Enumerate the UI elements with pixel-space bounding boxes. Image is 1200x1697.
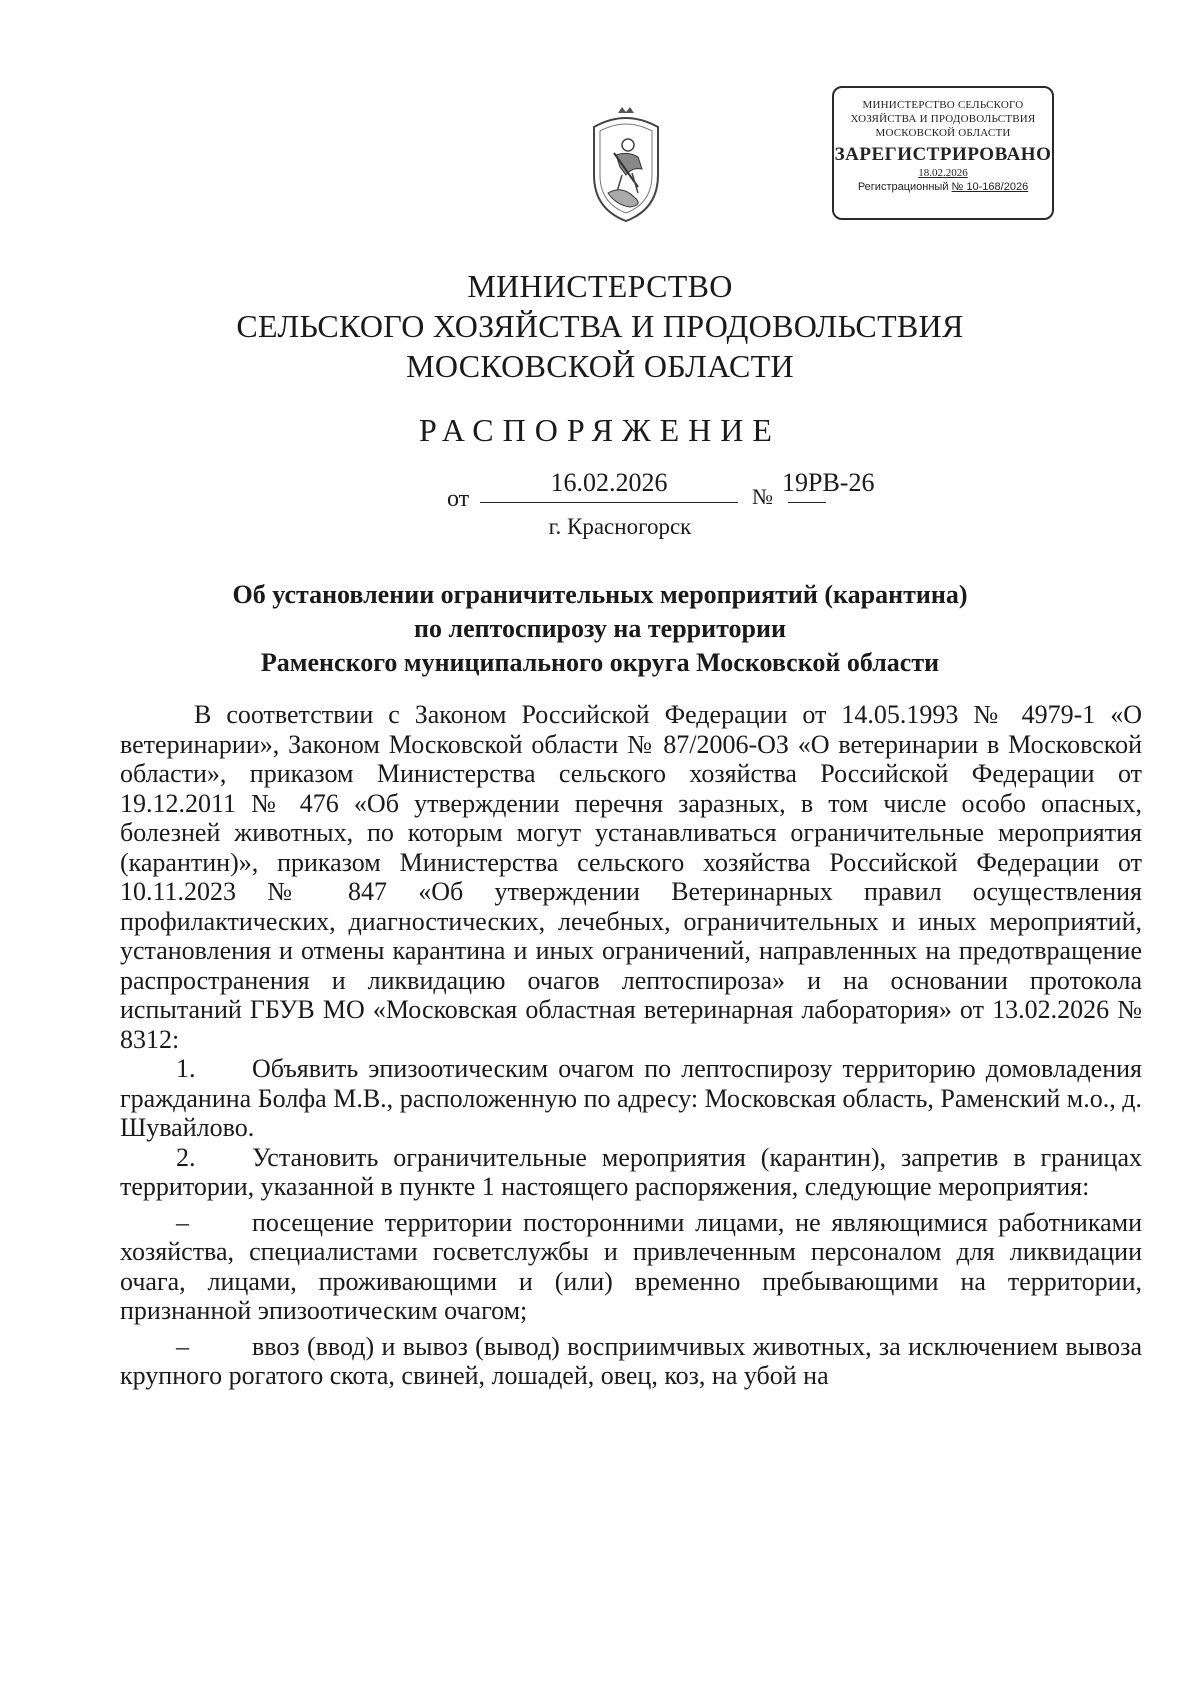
date-prefix: от: [447, 486, 470, 512]
date-underline: [480, 502, 738, 503]
dash-mark: –: [176, 1207, 189, 1237]
document-type: РАСПОРЯЖЕНИЕ: [419, 412, 781, 448]
title-line1: Об установлении ограничительных мероприятий (карантина): [232, 580, 968, 609]
ministry-line1: МИНИСТЕРСТВО: [467, 268, 733, 304]
dash-item-2-text: ввоз (ввод) и вывоз (вывод) восприимчивых животных, за исключением вывоза крупного рогатого скота, свиней, лошадей, овец, коз, на убой на: [120, 1331, 1142, 1390]
ministry-line2: СЕЛЬСКОГО ХОЗЯЙСТВА И ПРОДОВОЛЬСТВИЯ: [236, 308, 964, 344]
stamp-reg-number: № 10-168/2026: [951, 181, 1029, 193]
ministry-name: [0, 266, 1200, 386]
document-title: [0, 578, 1200, 680]
registration-stamp: [832, 86, 1054, 220]
item-1-number: 1.: [176, 1054, 196, 1083]
dash-item-2: [120, 1332, 1142, 1391]
item-2-number: 2.: [176, 1142, 196, 1172]
stamp-org-line3: МОСКОВСКОЙ ОБЛАСТИ: [875, 127, 1011, 139]
item-1-text: Объявить эпизоотическим очагом по лептоспирозу территорию домовладения гражданина Болфа М.В., расположенную по адресу: Московская область, Раменский м.о., д. Шувайлово.: [120, 1054, 1142, 1142]
stamp-org-line2: ХОЗЯЙСТВА И ПРОДОВОЛЬСТВИЯ: [850, 113, 1036, 125]
stamp-registration: [834, 181, 1052, 193]
item-2-text: Установить ограничительные мероприятия (карантин), запретив в границах территории, указанной в пункте 1 настоящего распоряжения, следующие мероприятия:: [120, 1142, 1142, 1201]
document-body: [120, 700, 1142, 1391]
stamp-status: ЗАРЕГИСТРИРОВАНО: [834, 144, 1052, 165]
date-number-line: [0, 462, 1200, 522]
stamp-date: 18.02.2026: [918, 167, 968, 179]
dash-item-1: [120, 1208, 1142, 1326]
coat-of-arms-icon: [586, 105, 666, 225]
ministry-line3: МОСКОВСКОЙ ОБЛАСТИ: [406, 348, 794, 384]
item-2: [120, 1143, 1142, 1202]
stamp-reg-label: Регистрационный: [857, 181, 949, 193]
stamp-org-line1: МИНИСТЕРСТВО СЕЛЬСКОГО: [862, 99, 1024, 111]
document-number: 19РВ-26: [782, 468, 875, 497]
title-line3: Раменского муниципального округа Московской области: [260, 648, 940, 677]
dash-mark: –: [176, 1331, 189, 1361]
number-underline: [788, 502, 826, 503]
title-line2: по лептоспирозу на территории: [414, 614, 786, 643]
item-1: [120, 1054, 1142, 1143]
dash-item-1-text: посещение территории посторонними лицами, не являющимися работниками хозяйства, специалистами госветслужбы и привлеченным персоналом для ликвидации очага, лицами, проживающими и (или) временно пребывающими на территории, признанной эпизоотическим очагом;: [120, 1207, 1142, 1325]
city: г. Красногорск: [548, 514, 692, 539]
preamble-paragraph: В соответствии с Законом Российской Федерации от 14.05.1993 № 4979-1 «О ветеринарии», Законом Московской области № 87/2006-ОЗ «О ветеринарии в Московской области», приказом Министерства сельского хозяйства Российской Федерации от 19.12.2011 № 476 «Об утверждении перечня заразных, в том числе особо опасных, болезней животных, по которым могут устанавливаться ограничительные мероприятия (карантин)», приказом Министерства сельского хозяйства Российской Федерации от 10.11.2023 № 847 «Об утверждении Ветеринарных правил осуществления профилактических, диагностических, лечебных, ограничительных и иных мероприятий, установления и отмены карантина и иных ограничений, направленных на предотвращение распространения и ликвидацию очагов лептоспироза» и на основании протокола испытаний ГБУВ МО «Московская областная ветеринарная лаборатория» от 13.02.2026 № 8312:: [120, 700, 1142, 1054]
document-date: 16.02.2026: [550, 468, 668, 497]
number-prefix: №: [752, 484, 773, 509]
